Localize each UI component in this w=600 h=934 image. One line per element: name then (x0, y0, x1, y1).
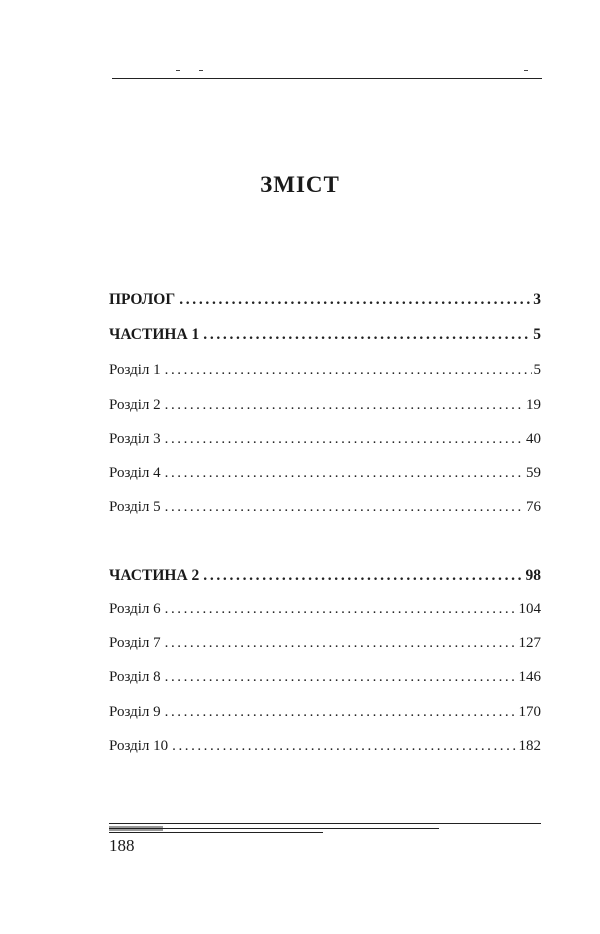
toc-leader-dots (165, 702, 517, 722)
toc-label: Розділ 5 (109, 499, 161, 515)
toc-page: 5 (533, 362, 541, 378)
toc-row-chapter-1[interactable] (109, 360, 541, 380)
toc-page: 59 (526, 465, 541, 481)
toc-leader-dots (203, 566, 523, 586)
toc-page: 127 (518, 635, 541, 651)
toc-page: 76 (526, 499, 541, 515)
footer-ornament (109, 820, 541, 840)
toc-page: 98 (525, 567, 541, 584)
toc-page: 40 (526, 431, 541, 447)
toc-row-part-2[interactable] (109, 566, 541, 586)
toc-leader-dots (165, 463, 524, 483)
toc-label: Розділ 8 (109, 669, 161, 685)
toc-row-chapter-4[interactable] (109, 463, 541, 483)
toc-row-part-1[interactable] (109, 325, 541, 345)
toc-leader-dots (165, 497, 524, 517)
toc-leader-dots (165, 395, 524, 415)
toc-label: Розділ 6 (109, 601, 161, 617)
toc-label: ЧАСТИНА 1 (109, 326, 200, 343)
toc-row-prologue[interactable] (109, 290, 541, 310)
toc-row-chapter-8[interactable] (109, 667, 541, 687)
toc-label: Розділ 10 (109, 738, 169, 754)
toc-row-chapter-3[interactable] (109, 429, 541, 449)
toc-row-chapter-2[interactable] (109, 395, 541, 415)
toc-row-chapter-7[interactable] (109, 633, 541, 653)
page-number: 188 (109, 836, 135, 855)
toc-page: 170 (518, 704, 541, 720)
toc-page: 146 (518, 669, 541, 685)
toc-page: 19 (526, 397, 541, 413)
toc-leader-dots (165, 429, 524, 449)
toc-leader-dots (165, 667, 517, 687)
toc-page: 104 (518, 601, 541, 617)
toc-row-chapter-9[interactable] (109, 702, 541, 722)
toc-page: 182 (518, 738, 541, 754)
footer-line (109, 823, 541, 824)
toc-label: Розділ 7 (109, 635, 161, 651)
toc-leader-dots (203, 325, 531, 345)
header-tick (524, 70, 528, 71)
toc-label: Розділ 1 (109, 362, 161, 378)
toc-leader-dots (165, 633, 517, 653)
header-tick (176, 70, 180, 71)
footer-line (109, 832, 323, 833)
toc-leader-dots (172, 736, 516, 756)
toc-leader-dots (179, 290, 531, 310)
footer-line (109, 828, 439, 829)
toc-leader-dots (165, 599, 517, 619)
toc-page: 5 (533, 326, 541, 343)
toc-page: 3 (533, 291, 541, 308)
toc-label: Розділ 3 (109, 431, 161, 447)
toc-label: ПРОЛОГ (109, 291, 176, 308)
toc-row-chapter-6[interactable] (109, 599, 541, 619)
toc-row-chapter-10[interactable] (109, 736, 541, 756)
toc-label: Розділ 9 (109, 704, 161, 720)
toc-leader-dots (165, 360, 532, 380)
toc-label: Розділ 2 (109, 397, 161, 413)
header-tick (199, 70, 203, 71)
header-rule (112, 78, 542, 79)
page-title: ЗМІСТ (260, 172, 340, 197)
toc-label: Розділ 4 (109, 465, 161, 481)
toc-row-chapter-5[interactable] (109, 497, 541, 517)
toc-label: ЧАСТИНА 2 (109, 567, 200, 584)
